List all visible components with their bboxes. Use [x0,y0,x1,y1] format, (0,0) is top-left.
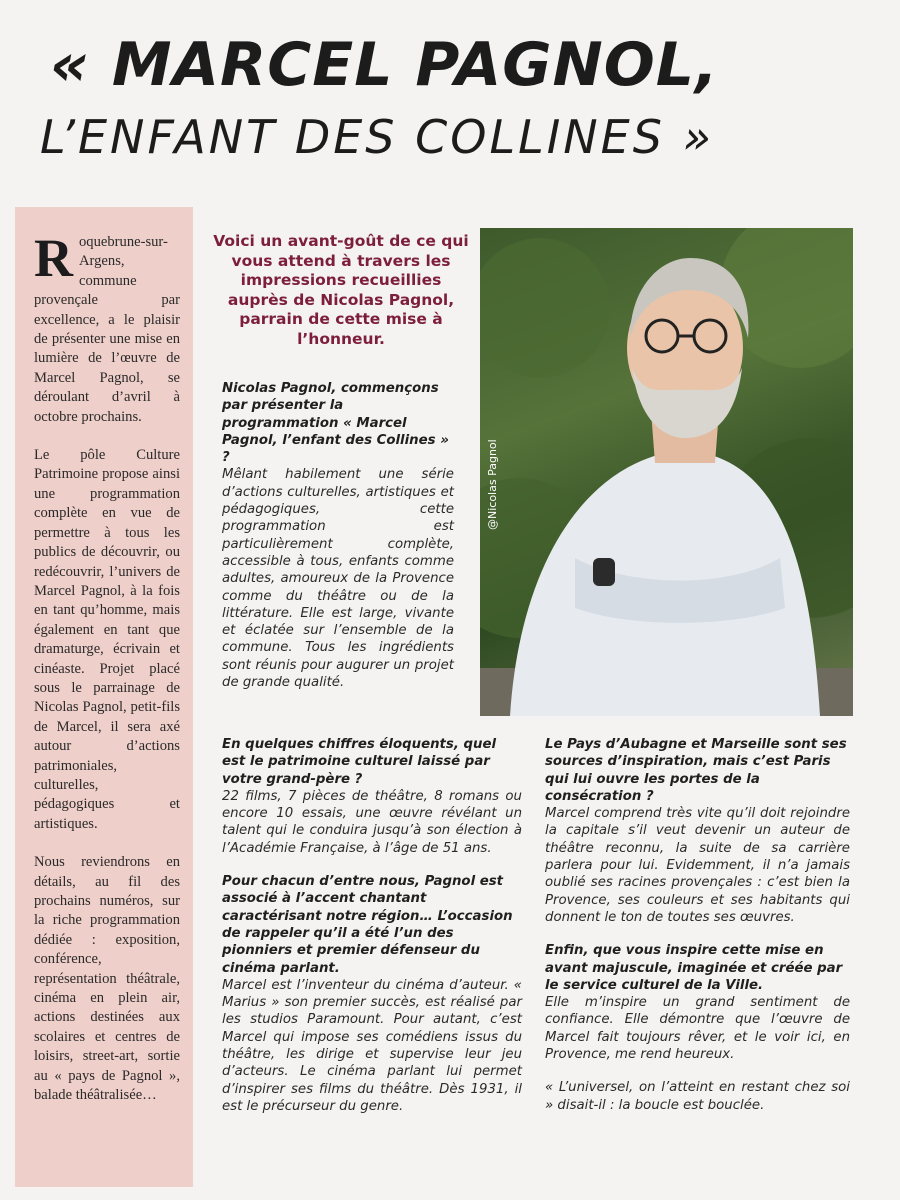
sidebar-article [34,228,180,1124]
closing-quote: « L’universel, on l’atteint en restant chez soi » disait-il : la boucle est bouclée. [545,1080,850,1113]
interview-column-1b [222,736,522,1115]
page-title: « MARCEL PAGNOL, [50,30,719,100]
drop-cap: R [34,228,73,288]
interview-column-1a [222,380,454,691]
question-4: Le Pays d’Aubagne et Marseille sont ses sources d’inspiration, mais c’est Paris qui lui ouvre les portes de la consécration ? [545,737,847,804]
answer-4: Marcel comprend très vite qu’il doit rejoindre la capitale s’il veut devenir un auteur de théâtre reconnu, la suite de sa carrière parlera pour lui. Evidemment, il n’a jamais oublié ses racines provençales : c’est bien la Provence, ses couleurs et ses habitants qui donnent le ton de toutes ses œuvres. [545,806,850,925]
answer-3: Marcel est l’inventeur du cinéma d’auteur. « Marius » son premier succès, est réalisé par les studios Paramount. Pour autant, c’est Marcel qui impose ses comédiens issus du théâtre, les dirige et supervise leur jeu d’acteurs. Le cinéma parlant lui permet d’inspirer ses films du théâtre. Dès 1931, il est le précurseur du genre. [222,977,522,1114]
sidebar-paragraph-1 [34,228,180,427]
question-5: Enfin, que vous inspire cette mise en avant majuscule, imaginée et créée par le service culturel de la Ville. [545,943,843,993]
intro-lead: Voici un avant-goût de ce qui vous attend à travers les impressions recueillies auprès de Nicolas Pagnol, parrain de cette mise à l’honneur. [213,232,469,348]
sidebar-paragraph-3: Nous reviendrons en détails, au fil des prochains numéros, sur la riche programmation dédiée : exposition, conférence, représentation théâtrale, cinéma en plein air, actions destinées aux scolaires et centres de loisirs, street-art, sortie au « pays de Pagnol », balade théâtralisée… [34,854,180,1104]
sidebar-paragraph-1-text: oquebrune-sur-Argens, commune provençale par excellence, a le plaisir de présenter une mise en lumière de l’œuvre de Marcel Pagnol, se déroulant d’avril à octobre prochains. [34,234,180,425]
question-3: Pour chacun d’entre nous, Pagnol est associé à l’accent chantant caractérisant notre région… L’occasion de rappeler qu’il a été l’un des pionniers et premier défenseur du cinéma parlant. [222,874,513,976]
question-1: Nicolas Pagnol, commençons par présenter la programmation « Marcel Pagnol, l’enfant des Collines » ? [222,381,449,466]
photo-credit: @Nicolas Pagnol [486,439,499,530]
interview-column-2 [545,736,850,1114]
portrait-photo [480,228,853,716]
question-2: En quelques chiffres éloquents, quel est le patrimoine culturel laissé par votre grand-père ? [222,737,497,787]
answer-2: 22 films, 7 pièces de théâtre, 8 romans ou encore 10 essais, une œuvre révélant un talent qui le conduira jusqu’à son élection à l’Académie Française, à l’âge de 51 ans. [222,788,522,856]
answer-5: Elle m’inspire un grand sentiment de confiance. Elle démontre que l’œuvre de Marcel fait toujours rêver, et le voir ici, en Provence, me rend heureux. [545,995,850,1063]
portrait-illustration [480,228,853,716]
page-subtitle: L’ENFANT DES COLLINES » [40,110,714,164]
sidebar-paragraph-2: Le pôle Culture Patrimoine propose ainsi une programmation complète en vue de permettre à tous les publics de découvrir, ou redécouvrir, l’univers de Marcel Pagnol, à la fois en tant qu’homme, mais également en tant que dramaturge, écrivain et cinéaste. Projet placé sous le parrainage de Nicolas Pagnol, petit-fils de Marcel, il sera axé autour d’actions patrimoniales, culturelles, pédagogiques et artistiques. [34,447,180,832]
answer-1: Mêlant habilement une série d’actions culturelles, artistiques et pédagogiques, cette programmation est particulièrement complète, accessible à tous, enfants comme adultes, amoureux de la Provence comme du théâtre ou de la littérature. Elle est large, vivante et éclatée sur l’ensemble de la commune. Tous les ingrédients sont réunis pour augurer un projet de grande qualité. [222,467,454,691]
